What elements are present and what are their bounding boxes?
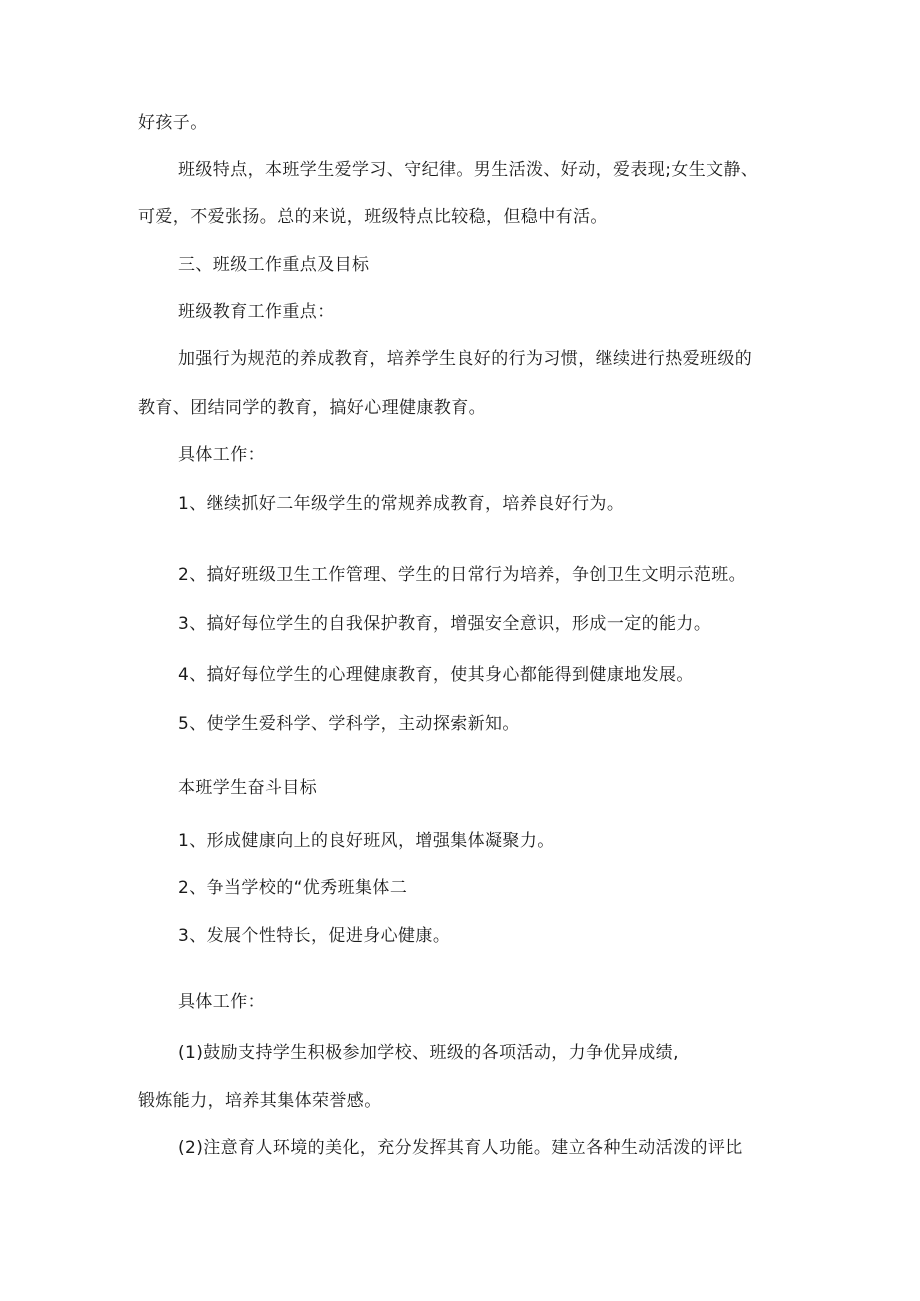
text-line-1: 好孩子。 (138, 113, 208, 133)
subheading-focus: 班级教育工作重点： (178, 302, 335, 322)
task-item-1-cont: 锻炼能力，培养其集体荣誉感。 (138, 1091, 382, 1111)
text-line-3: 可爱，不爱张扬。总的来说，班级特点比较稳，但稳中有活。 (138, 207, 608, 227)
task-item-2: (2)注意育人环境的美化，充分发挥其育人功能。建立各种生动活泼的评比 (178, 1138, 743, 1158)
list-item-1: 1、继续抓好二年级学生的常规养成教育，培养良好行为。 (178, 494, 625, 514)
goal-item-2: 2、争当学校的“优秀班集体二 (178, 878, 408, 898)
list-item-2: 2、搞好班级卫生工作管理、学生的日常行为培养，争创卫生文明示范班。 (178, 565, 747, 585)
subheading-tasks-1: 具体工作： (178, 445, 265, 465)
goal-item-3: 3、发展个性特长，促进身心健康。 (178, 926, 451, 946)
text-line-6: 加强行为规范的养成教育，培养学生良好的行为习惯，继续进行热爱班级的 (178, 349, 753, 369)
text-line-7: 教育、团结同学的教育，搞好心理健康教育。 (138, 398, 486, 418)
list-item-4: 4、搞好每位学生的心理健康教育，使其身心都能得到健康地发展。 (178, 665, 694, 685)
task-item-1: (1)鼓励支持学生积极参加学校、班级的各项活动，力争优异成绩, (178, 1043, 679, 1063)
list-item-5: 5、使学生爱科学、学科学，主动探索新知。 (178, 714, 520, 734)
subheading-tasks-2: 具体工作： (178, 992, 265, 1012)
list-item-3: 3、搞好每位学生的自我保护教育，增强安全意识，形成一定的能力。 (178, 614, 712, 634)
text-line-2: 班级特点，本班学生爱学习、守纪律。男生活泼、好动，爱表现;女生文静、 (178, 160, 759, 180)
goal-item-1: 1、形成健康向上的良好班风，增强集体凝聚力。 (178, 831, 555, 851)
section-heading: 三、班级工作重点及目标 (178, 255, 370, 275)
subheading-goals: 本班学生奋斗目标 (178, 778, 318, 798)
